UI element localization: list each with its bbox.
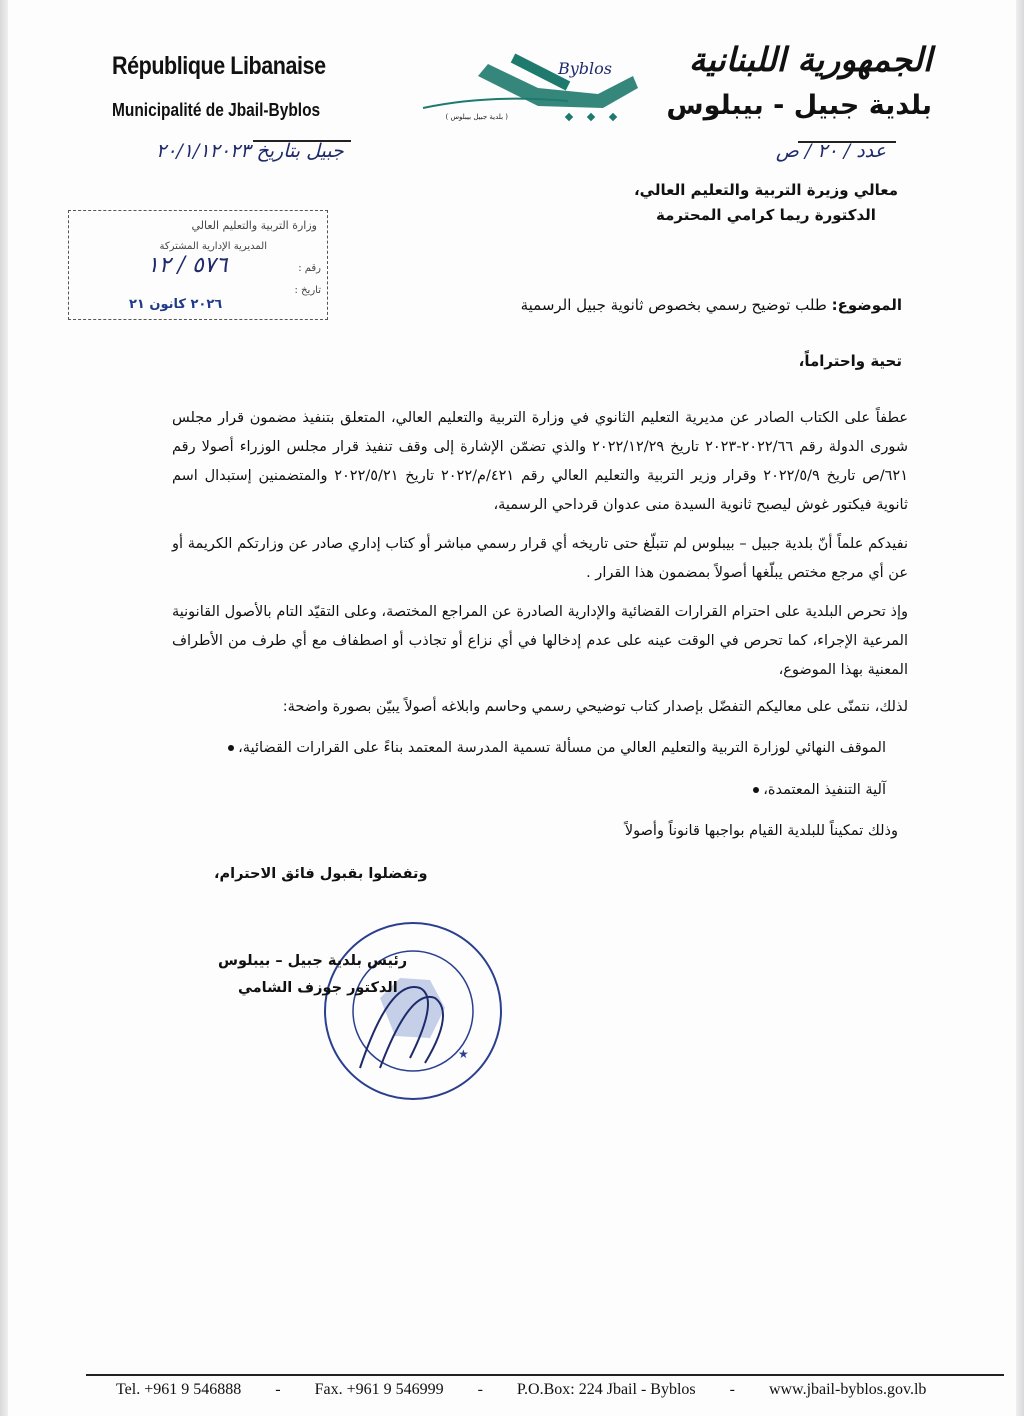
footer-fax: Fax. +961 9 546999 — [314, 1381, 444, 1398]
regards: وتفضلوا بقبول فائق الاحترام، — [214, 866, 428, 882]
header-fr-subtitle: Municipalité de Jbail-Byblos — [112, 100, 321, 120]
bullet-item — [210, 740, 887, 756]
stamp-date: ٢٠٢٦ كانون ٢١ — [129, 297, 223, 312]
handwritten-date: جبيل بتاريخ ٢٠/١/١٢٠٢٣ — [156, 140, 344, 162]
addressee — [634, 178, 898, 228]
footer-contact — [116, 1381, 926, 1399]
page-edge-right — [1016, 0, 1024, 1416]
footer-separator: - — [729, 1381, 735, 1398]
stamp-directorate: المديرية الإدارية المشتركة — [159, 241, 267, 252]
municipality-logo — [418, 46, 643, 126]
footer-separator: - — [275, 1381, 281, 1398]
bullet-dot-icon — [753, 787, 759, 793]
addressee-line-2: الدكتورة ريما كرامي المحترمة — [656, 206, 876, 224]
stamp-number: ٥٧٦ / ١٢ — [147, 253, 228, 278]
official-seal — [320, 918, 506, 1104]
bullet-dot-icon — [228, 745, 234, 751]
logo-caption: ( بلدية جبيل بيبلوس ) — [445, 113, 508, 121]
stamp-ministry: وزارة التربية والتعليم العالي — [191, 219, 317, 232]
header-ar-title: الجمهورية اللبنانية — [688, 40, 932, 79]
handwritten-reference-number: عدد / ٢٠ / ص — [775, 140, 886, 162]
received-stamp — [68, 210, 328, 320]
bullet-text: آلية التنفيذ المعتمدة، — [763, 782, 886, 798]
body-paragraph-3: وإذ تحرص البلدية على احترام القرارات القضائية والإدارية الصادرة عن المراجع المختصة، وعلى التقيّد التام بالأصول القانونية المرعية الإجراء، كما تحرص في الوقت عينه على عدم إدخالها في أي نزاع أو تجاذب أو اصطفاف مع أي طرف من الأطراف المعنية بهذا الموضوع، — [172, 604, 908, 678]
bullet-item — [735, 782, 886, 798]
body-paragraph-4: لذلك، نتمنّى على معاليكم التفضّل بإصدار كتاب توضيحي رسمي وحاسم وابلاغه أصولاً يبيّن بصورة واضحة: — [282, 699, 908, 715]
footer-separator: - — [477, 1381, 483, 1398]
header-fr-title: République Libanaise — [112, 52, 326, 80]
addressee-line-1: معالي وزيرة التربية والتعليم العالي، — [633, 181, 898, 199]
signer-name: الدكتور جوزف الشامي — [238, 980, 398, 996]
footer-rule — [86, 1374, 1004, 1376]
stamp-date-label: تاريخ : — [294, 285, 321, 296]
closing-sentence: وذلك تمكيناً للبلدية القيام بواجبها قانوناً وأصولاً — [624, 823, 898, 839]
page-edge-left — [0, 0, 8, 1416]
document-page — [8, 0, 1016, 1416]
body-paragraph-2: نفيدكم علماً أنّ بلدية جبيل – بيبلوس لم تتبلّغ حتى تاريخه أي قرار رسمي مباشر أو كتاب إداري صادر عن وزارتكم الكريمة أو عن أي مرجع مختص يبلّغها أصولاً بمضمون هذا القرار . — [172, 536, 908, 581]
footer-website[interactable]: www.jbail-byblos.gov.lb — [768, 1381, 927, 1398]
stamp-number-label: رقم : — [298, 263, 321, 274]
logo-script-text: Byblos — [558, 59, 612, 78]
seal-star-icon: ★ — [458, 1047, 469, 1061]
footer-po-box: P.O.Box: 224 Jbail - Byblos — [516, 1381, 696, 1398]
body-paragraph-1: عطفاً على الكتاب الصادر عن مديرية التعليم الثانوي في وزارة التربية والتعليم العالي، المتعلق بتنفيذ مضمون قرار مجلس شورى الدولة رقم ٢٠٢٢/٦٦-٢٠٢٣ تاريخ ٢٠٢٢/١٢/٢٩ والذي تضمّن الإشارة إلى وقف تنفيذ قرار مجلس الوزراء أصولا رقم ٦٢١/ص تاريخ ٢٠٢٢/٥/٩ وقرار وزير التربية والتعليم العالي رقم ٤٢١/م/٢٠٢٢ تاريخ ٢٠٢٢/٥/٢١ والمتضمنين إستبدال اسم ثانوية فيكتور غوش ليصبح ثانوية السيدة منى عدوان قرداحي الرسمية، — [172, 410, 908, 513]
bullet-text: الموقف النهائي لوزارة التربية والتعليم العالي من مسألة تسمية المدرسة المعتمد بناءً على القرارات القضائية، — [238, 740, 886, 756]
header-ar-subtitle: بلدية جبيل - بيبلوس — [666, 90, 932, 121]
subject-text: طلب توضيح رسمي بخصوص ثانوية جبيل الرسمية — [520, 296, 827, 314]
greeting: تحية واحتراماً، — [798, 352, 902, 370]
signer-title: رئيس بلدية جبيل – بيبلوس — [218, 953, 408, 969]
subject-line — [521, 296, 902, 314]
footer-tel: Tel. +961 9 546888 — [116, 1381, 242, 1398]
subject-label: الموضوع: — [831, 296, 902, 314]
